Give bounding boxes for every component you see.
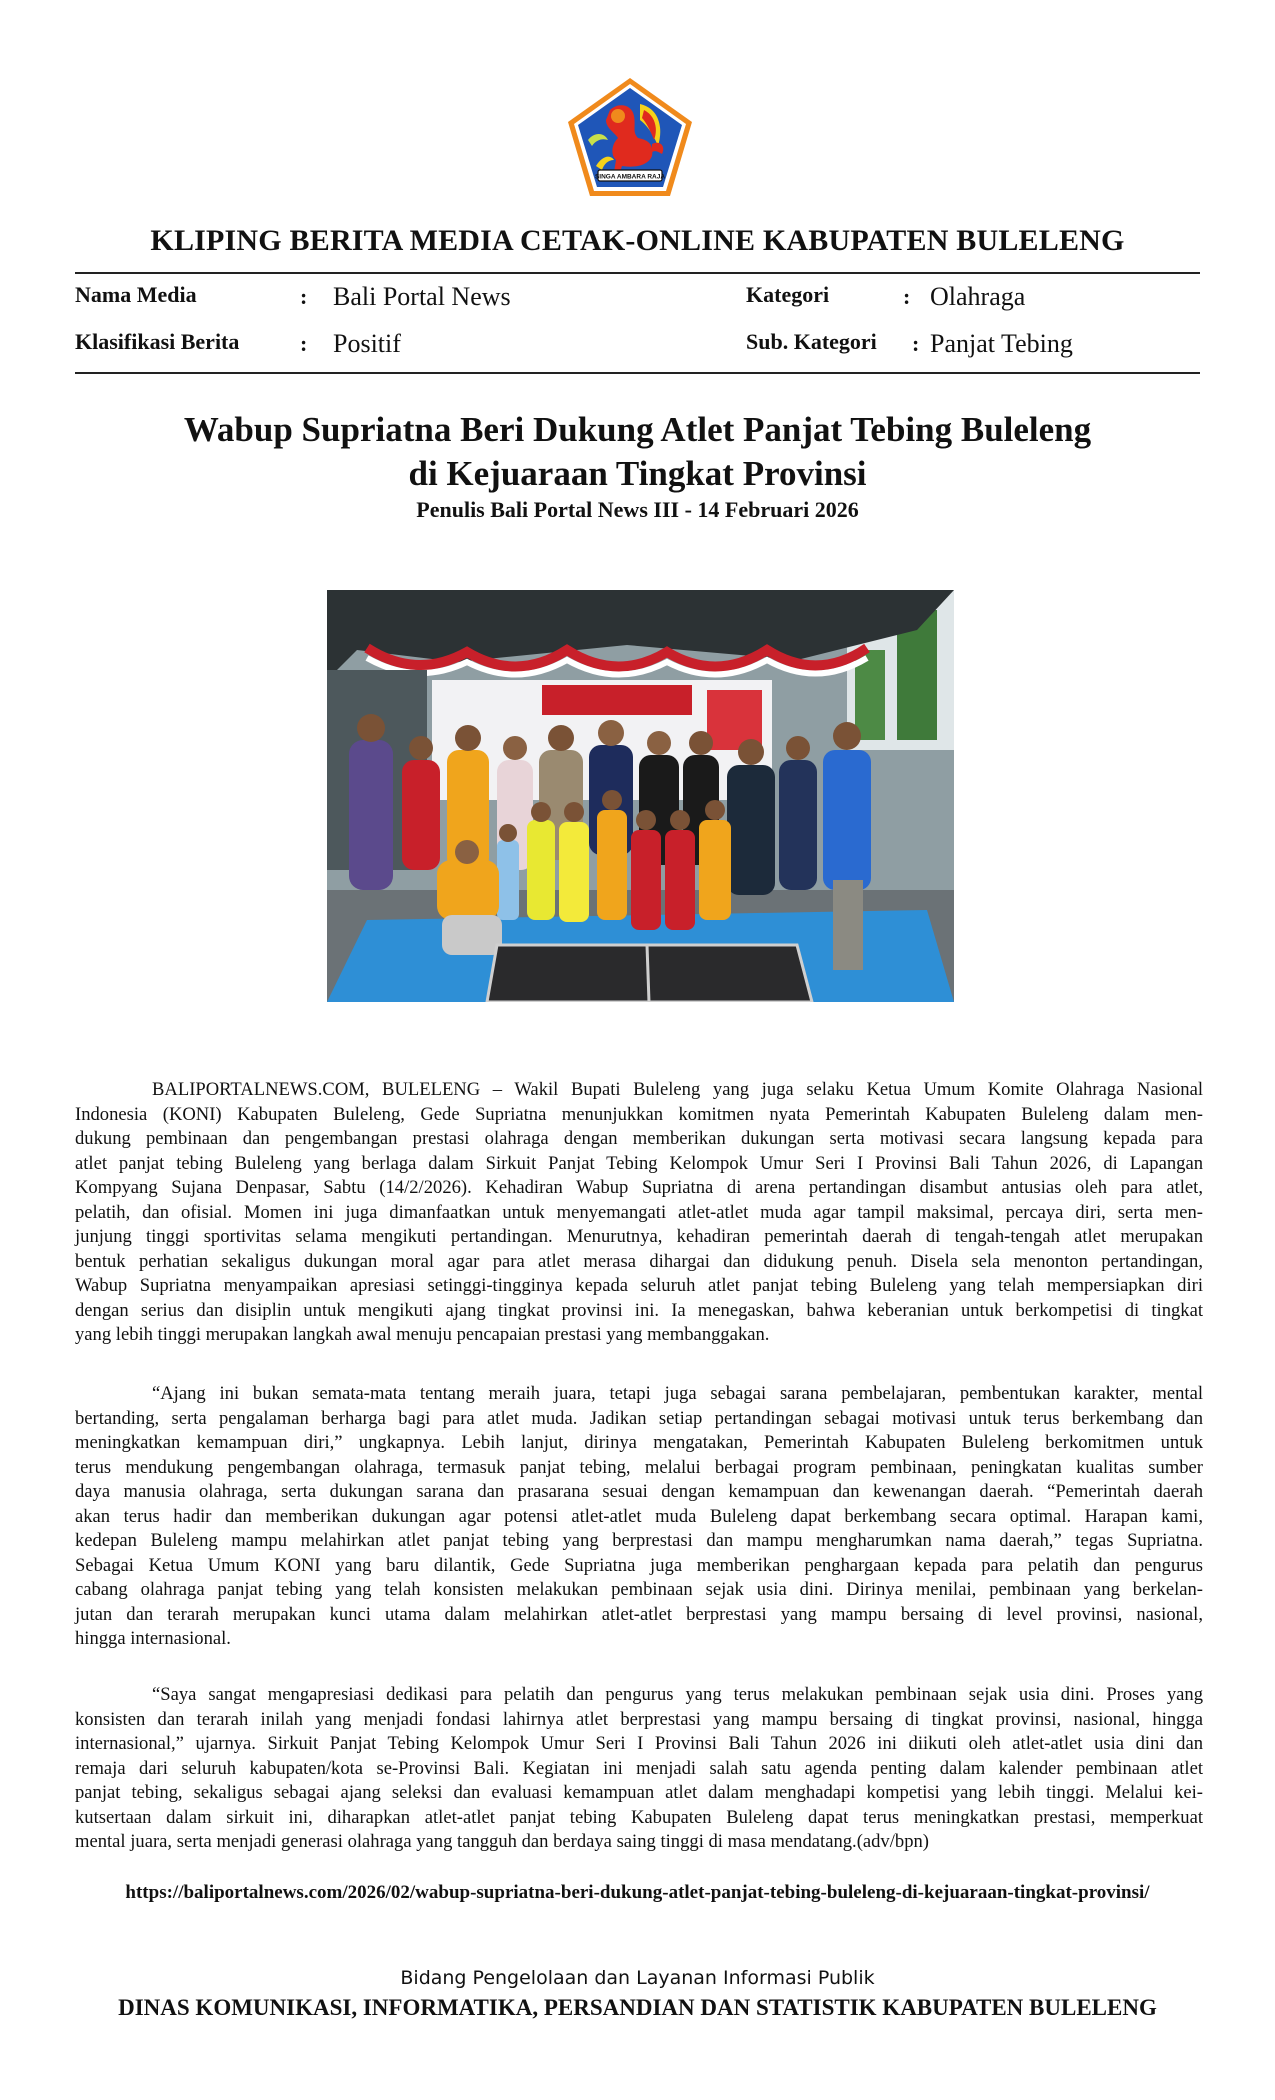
buleleng-regency-logo [562, 74, 698, 202]
paragraph-line: “Saya sangat mengapresiasi dedikasi para pelatih dan pengurus yang terus melakukan pembinaan sejak usia dini. Proses yang [152, 1684, 1203, 1705]
article-headline-line1: Wabup Supriatna Beri Dukung Atlet Panjat Tebing Buleleng [183, 410, 1092, 449]
paragraph-line: hingga internasional. [75, 1628, 231, 1650]
paragraph-line: kedepan Buleleng mampu melahirkan atlet panjat tebing yang berprestasi dan mampu mengharumkan nama daerah,” tegas Supriatna. [75, 1530, 1203, 1552]
paragraph-line: akan terus hadir dan memberikan dukungan agar potensi atlet-atlet muda Buleleng dapat berkembang secara optimal. Harapan kami, [75, 1505, 1203, 1527]
document-title: KLIPING BERITA MEDIA CETAK-ONLINE KABUPATEN BULELENG [150, 224, 1125, 257]
article-paragraph-1 [75, 1078, 1203, 1348]
kategori-value: Olahraga [930, 282, 1026, 311]
article-paragraph-3 [75, 1683, 1203, 1855]
article-photo [327, 590, 954, 1002]
klasifikasi-berita-label: Klasifikasi Berita [75, 329, 240, 354]
kategori-label: Kategori [746, 282, 830, 307]
paragraph-line: dengan serius dan disiplin untuk mengikuti ajang tingkat provinsi ini. Ia menegaskan, bahwa keberanian untuk berkompetisi di tingkat [75, 1299, 1203, 1321]
nama-media-label: Nama Media [75, 282, 197, 307]
paragraph-line: kutsertaan dalam sirkuit ini, diharapkan atlet-atlet panjat tebing Kabupaten Buleleng dapat terus meningkatkan prestasi, memperkuat [75, 1806, 1203, 1828]
paragraph-line: konsisten dan terarah inilah yang menjadi fondasi lahirnya atlet berprestasi yang mampu bersaing di tingkat provinsi, nasional, hingga [75, 1708, 1203, 1730]
article-paragraph-2 [75, 1382, 1203, 1652]
paragraph-line: internasional,” ujarnya. Sirkuit Panjat Tebing Kelompok Umur Seri I Provinsi Bali Tahun 2026 ini diikuti oleh atlet-atlet usia dini dan [75, 1733, 1203, 1755]
paragraph-line: “Ajang ini bukan semata-mata tentang meraih juara, tetapi juga sebagai sarana pembelajaran, pembentukan karakter, mental [152, 1383, 1203, 1404]
paragraph-line: yang lebih tinggi merupakan langkah awal menuju pencapaian prestasi yang membanggakan. [75, 1324, 770, 1346]
paragraph-line: panjat tebing, sekaligus sebagai ajang seleksi dan evaluasi kemampuan atlet dalam menghadapi kompetisi yang lebih tinggi. Melalui kei- [75, 1782, 1203, 1804]
paragraph-line: Kompyang Sujana Denpasar, Sabtu (14/2/2026). Kehadiran Wabup Supriatna di arena pertandingan disambut antusias oleh para atlet, [75, 1177, 1203, 1199]
sub-kategori-value: Panjat Tebing [930, 329, 1073, 358]
paragraph-line: cabang olahraga panjat tebing yang telah konsisten melakukan pembinaan sejak usia dini. Dirinya menilai, pembinaan yang berkelan- [75, 1579, 1203, 1601]
header-divider-bottom [75, 372, 1200, 374]
nama-media-colon: : [300, 284, 308, 309]
paragraph-line: terus mendukung pengembangan olahraga, termasuk panjat tebing, melalui berbagai program pembinaan, peningkatan kualitas sumber [75, 1456, 1203, 1478]
paragraph-line: remaja dari seluruh kabupaten/kota se-Provinsi Bali. Kegiatan ini menjadi salah satu agenda penting dalam kalender pembinaan atlet [75, 1757, 1203, 1779]
article-headline-line2: di Kejuaraan Tingkat Provinsi [408, 454, 867, 493]
klasifikasi-berita-colon: : [300, 331, 308, 356]
paragraph-line: bertanding, serta pengalaman berharga bagi para atlet muda. Jadikan setiap pertandingan sebagai motivasi untuk terus berkembang dan [75, 1407, 1203, 1429]
paragraph-line: junjung tinggi sportivitas selama mengikuti pertandingan. Menurutnya, kehadiran pemerintah daerah di tengah-tengah atlet merupakan [75, 1226, 1203, 1248]
footer-department: Bidang Pengelolaan dan Layanan Informasi Publik [400, 1967, 875, 1989]
footer-agency: DINAS KOMUNIKASI, INFORMATIKA, PERSANDIAN DAN STATISTIK KABUPATEN BULELENG [118, 1995, 1157, 2020]
logo-motto: SINGA AMBARA RAJA [594, 173, 666, 181]
sub-kategori-label: Sub. Kategori [746, 329, 877, 354]
paragraph-line: Wabup Supriatna menyampaikan apresiasi setinggi-tingginya kepada seluruh atlet panjat tebing Buleleng yang telah mempersiapkan diri [75, 1275, 1203, 1297]
klasifikasi-berita-value: Positif [333, 329, 401, 358]
article-byline: Penulis Bali Portal News III - 14 Februari 2026 [416, 497, 859, 522]
kategori-colon: : [903, 284, 911, 309]
nama-media-value: Bali Portal News [333, 282, 511, 311]
source-url-link[interactable]: https://baliportalnews.com/2026/02/wabup-supriatna-beri-dukung-atlet-panjat-tebing-buleleng-di-kejuaraan-tingkat-provinsi/ [125, 1882, 1150, 1903]
paragraph-line: pelatih, dan ofisial. Momen ini juga dimanfaatkan untuk menyemangati atlet-atlet muda agar tampil maksimal, percaya diri, serta men- [75, 1201, 1203, 1223]
paragraph-line: BALIPORTALNEWS.COM, BULELENG – Wakil Bupati Buleleng yang juga selaku Ketua Umum Komite Olahraga Nasional [152, 1079, 1203, 1100]
header-divider-top [75, 272, 1200, 274]
paragraph-line: bentuk perhatian sekaligus dukungan moral agar para atlet merasa dihargai dan didukung penuh. Disela sela menonton pertandingan, [75, 1250, 1203, 1272]
logo-emblem-icon [562, 74, 698, 202]
sub-kategori-colon: : [912, 331, 920, 356]
paragraph-line: jutan dan terarah merupakan kunci utama dalam melahirkan atlet-atlet berprestasi yang mampu bersaing di level provinsi, nasional, [75, 1603, 1203, 1625]
paragraph-line: Sebagai Ketua Umum KONI yang baru dilantik, Gede Supriatna juga memberikan penghargaan kepada para pelatih dan pengurus [75, 1554, 1203, 1576]
paragraph-line: mental juara, serta menjadi generasi olahraga yang tangguh dan berdaya saing tinggi di masa mendatang.(adv/bpn) [75, 1831, 929, 1853]
paragraph-line: daya manusia olahraga, serta dukungan sarana dan prasarana sesuai dengan kemampuan dan kewenangan daerah. “Pemerintah daerah [75, 1481, 1203, 1503]
group-photo-illustration [327, 590, 954, 1002]
paragraph-line: atlet panjat tebing Buleleng yang berlaga dalam Sirkuit Panjat Tebing Kelompok Umur Seri I Provinsi Bali Tahun 2026, di Lapangan [75, 1152, 1203, 1174]
paragraph-line: dukung pembinaan dan pengembangan prestasi olahraga dengan memberikan dukungan serta motivasi secara langsung kepada para [75, 1128, 1203, 1150]
paragraph-line: Indonesia (KONI) Kabupaten Buleleng, Gede Supriatna menunjukkan komitmen nyata Pemerintah Kabupaten Buleleng dalam men- [75, 1103, 1203, 1125]
paragraph-line: meningkatkan kemampuan diri,” ungkapnya. Lebih lanjut, dirinya mengatakan, Pemerintah Kabupaten Buleleng berkomitmen untuk [75, 1432, 1203, 1454]
